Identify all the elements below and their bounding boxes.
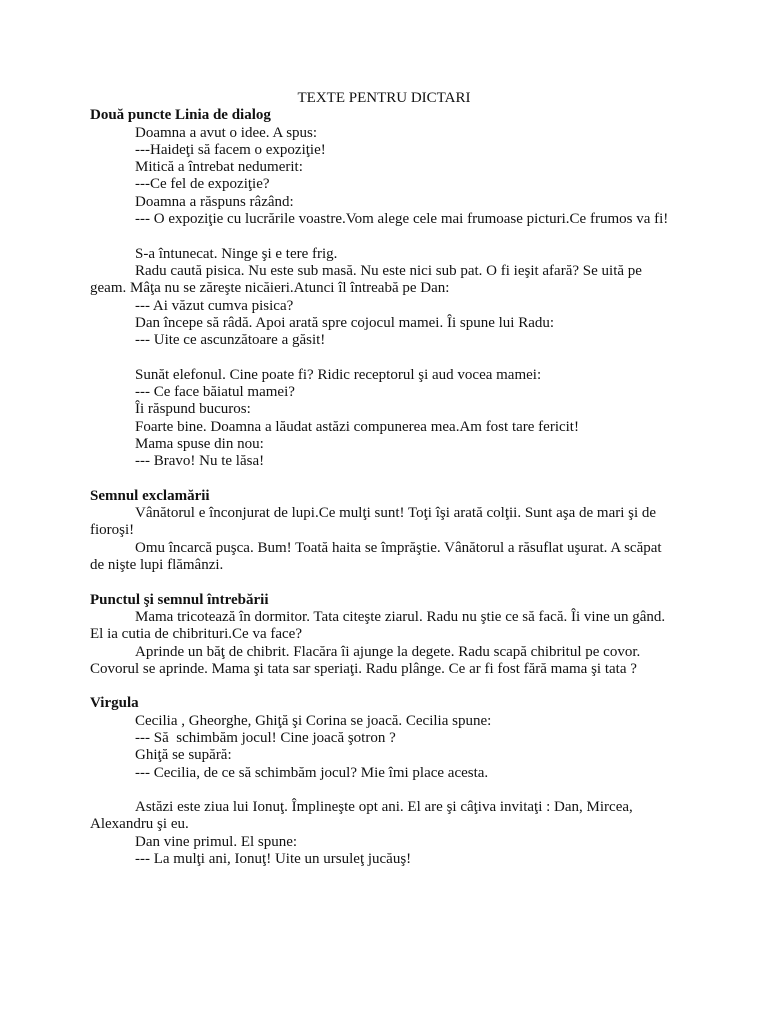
paragraph-line: Îi răspund bucuros: xyxy=(135,401,251,418)
paragraph xyxy=(90,713,678,730)
dialogue-line: --- Să schimbăm jocul! Cine joacă şotron ? xyxy=(135,729,396,746)
section-heading: Semnul exclamării xyxy=(90,487,210,504)
paragraph xyxy=(90,211,678,228)
paragraph xyxy=(90,142,678,159)
paragraph-line: Dan începe să râdă. Apoi arată spre cojocul mamei. Îi spune lui Radu: xyxy=(135,314,555,331)
dialogue-line: --- Ai văzut cumva pisica? xyxy=(135,297,294,314)
paragraph-line: Sunăt elefonul. Cine poate fi? Ridic receptorul şi aud vocea mamei: xyxy=(135,366,542,383)
paragraph-line: Mama spuse din nou: xyxy=(135,435,264,452)
paragraph xyxy=(90,263,678,298)
paragraph xyxy=(90,246,678,263)
section-heading: Punctul şi semnul întrebării xyxy=(90,591,269,608)
dialogue-line: ---Ce fel de expoziţie? xyxy=(135,176,270,193)
paragraph xyxy=(90,419,678,436)
paragraph xyxy=(90,315,678,332)
paragraph xyxy=(90,453,678,470)
paragraph-line: Vânătorul e înconjurat de lupi.Ce mulţi sunt! Toţi îşi arată colţii. Sunt aşa de mari şi de xyxy=(135,505,657,522)
paragraph-continuation-line: de nişte lupi flămânzi. xyxy=(90,557,224,574)
paragraph-continuation-line: geam. Mâţa nu se zăreşte nicăieri.Atunci îl întreabă pe Dan: xyxy=(90,280,450,297)
paragraph-line: Mama tricotează în dormitor. Tata citeşte ziarul. Radu nu ştie ce să facă. Îi vine un gând. xyxy=(135,608,666,625)
paragraph-line: Aprinde un băţ de chibrit. Flacăra îi ajunge la degete. Radu scapă chibritul pe covor. xyxy=(135,643,641,660)
paragraph xyxy=(90,730,678,747)
paragraph xyxy=(90,644,678,679)
paragraph xyxy=(90,332,678,349)
paragraph xyxy=(90,176,678,193)
paragraph xyxy=(90,851,678,868)
passage xyxy=(90,713,678,782)
dialogue-line: --- La mulţi ani, Ionuţ! Uite un ursuleţ jucăuş! xyxy=(135,851,412,868)
paragraph-line: Foarte bine. Doamna a lăudat astăzi compunerea mea.Am fost tare fericit! xyxy=(135,418,579,435)
paragraph-line: Dan vine primul. El spune: xyxy=(135,833,298,850)
blank-line xyxy=(90,782,678,799)
paragraph xyxy=(90,367,678,384)
blank-line xyxy=(90,574,678,591)
passage xyxy=(90,246,678,350)
paragraph xyxy=(90,125,678,142)
section-period-question xyxy=(90,592,678,678)
blank-line xyxy=(90,228,678,245)
paragraph xyxy=(90,747,678,764)
document-title: TEXTE PENTRU DICTARI xyxy=(297,90,471,106)
blank-line xyxy=(90,349,678,366)
dialogue-line: --- Bravo! Nu te lăsa! xyxy=(135,453,265,470)
paragraph-line: S-a întunecat. Ninge şi e tere frig. xyxy=(135,245,338,262)
blank-line xyxy=(90,678,678,695)
section-colon-dialogue xyxy=(90,107,678,470)
passage xyxy=(90,125,678,229)
paragraph-line: Radu caută pisica. Nu este sub masă. Nu este nici sub pat. O fi ieşit afară? Se uită pe xyxy=(135,262,642,279)
paragraph-line: Doamna a răspuns râzând: xyxy=(135,193,294,210)
paragraph-continuation-line: El ia cutia de chibrituri.Ce va face? xyxy=(90,626,302,643)
paragraph xyxy=(90,401,678,418)
paragraph-continuation-line: Alexandru şi eu. xyxy=(90,816,189,833)
paragraph-line: Doamna a avut o idee. A spus: xyxy=(135,124,318,141)
section-comma xyxy=(90,695,678,868)
dialogue-line: ---Haideţi să facem o expoziţie! xyxy=(135,141,326,158)
passage xyxy=(90,609,678,678)
paragraph-line: Cecilia , Gheorghe, Ghiţă şi Corina se joacă. Cecilia spune: xyxy=(135,712,492,729)
dialogue-line: --- Cecilia, de ce să schimbăm jocul? Mie îmi place acesta. xyxy=(135,764,489,781)
paragraph-line: Astăzi este ziua lui Ionuţ. Împlineşte opt ani. El are şi câţiva invitaţi : Dan, Mircea, xyxy=(135,799,633,816)
paragraph xyxy=(90,609,678,644)
paragraph-line: Ghiţă se supără: xyxy=(135,747,232,764)
paragraph-continuation-line: Covorul se aprinde. Mama şi tata sar speriaţi. Radu plânge. Ce ar fi fost fără mama şi tata ? xyxy=(90,660,637,677)
paragraph xyxy=(90,799,678,834)
dialogue-line: --- O expoziţie cu lucrările voastre.Vom alege cele mai frumoase picturi.Ce frumos va fi! xyxy=(135,211,669,228)
paragraph xyxy=(90,384,678,401)
section-heading: Două puncte Linia de dialog xyxy=(90,107,271,124)
section-heading: Virgula xyxy=(90,695,139,712)
paragraph xyxy=(90,159,678,176)
passage xyxy=(90,505,678,574)
passage xyxy=(90,799,678,868)
paragraph-line: Mitică a întrebat nedumerit: xyxy=(135,159,303,176)
blank-line xyxy=(90,471,678,488)
paragraph-continuation-line: fioroşi! xyxy=(90,522,135,539)
dialogue-line: --- Ce face băiatul mamei? xyxy=(135,384,295,401)
paragraph xyxy=(90,540,678,575)
passage xyxy=(90,367,678,471)
paragraph xyxy=(90,298,678,315)
paragraph xyxy=(90,834,678,851)
paragraph xyxy=(90,194,678,211)
section-exclamation xyxy=(90,488,678,574)
paragraph-line: Omu încarcă puşca. Bum! Toată haita se împrăştie. Vânătorul a răsuflat uşurat. A scăpat xyxy=(135,539,662,556)
paragraph xyxy=(90,765,678,782)
dialogue-line: --- Uite ce ascunzătoare a găsit! xyxy=(135,332,326,349)
paragraph xyxy=(90,505,678,540)
paragraph xyxy=(90,436,678,453)
